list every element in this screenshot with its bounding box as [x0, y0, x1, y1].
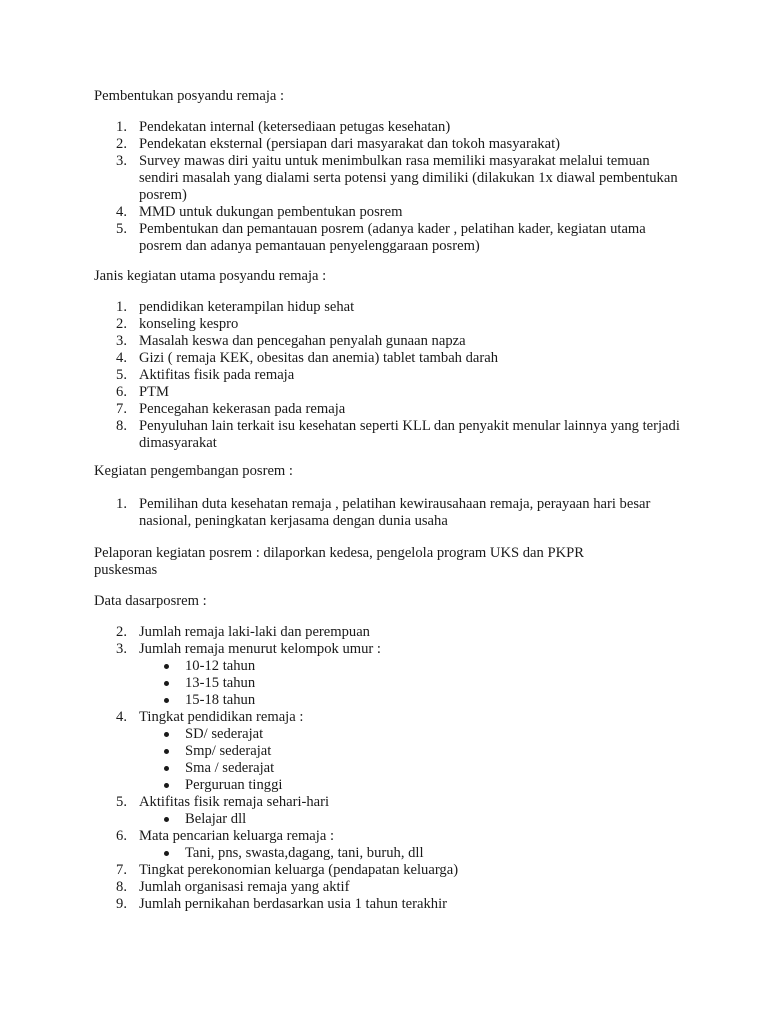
list-number: 5. — [116, 794, 127, 810]
sub-list-item: 13-15 tahun — [139, 675, 684, 692]
list-number: 7. — [116, 401, 127, 417]
list-item — [94, 204, 684, 221]
list-number: 9. — [116, 896, 127, 912]
list-pembentukan — [94, 119, 684, 255]
list-number: 4. — [116, 709, 127, 725]
list-text: Aktifitas fisik remaja sehari-hari — [139, 794, 330, 810]
list-number: 4. — [116, 350, 127, 366]
list-text: pendidikan keterampilan hidup sehat — [139, 299, 355, 315]
list-item — [94, 401, 684, 418]
section-heading-pembentukan: Pembentukan posyandu remaja : — [94, 88, 285, 104]
sub-list-item: 15-18 tahun — [139, 692, 684, 709]
list-item — [94, 828, 684, 862]
paragraph-pelaporan: Pelaporan kegiatan posrem : dilaporkan kedesa, pengelola program UKS dan PKPR puskesmas — [94, 545, 584, 578]
list-item — [94, 641, 684, 709]
sub-list-mata-pencarian — [139, 845, 684, 862]
list-text: Tingkat pendidikan remaja : — [139, 709, 304, 725]
list-item — [94, 221, 684, 255]
section-heading-data-dasar: Data dasarposrem : — [94, 593, 207, 609]
list-text: Pemilihan duta kesehatan remaja , pelatihan kewirausahaan remaja, perayaan hari besar nasional, peningkatan kerjasama dengan dunia usaha — [139, 496, 651, 529]
list-item — [94, 709, 684, 794]
list-item — [94, 862, 684, 879]
list-item — [94, 350, 684, 367]
sub-list-aktifitas — [139, 811, 684, 828]
list-text: Jumlah remaja menurut kelompok umur : — [139, 641, 381, 657]
list-item — [94, 496, 684, 530]
list-text: Penyuluhan lain terkait isu kesehatan seperti KLL dan penyakit menular lainnya yang terjadi dimasyarakat — [139, 418, 680, 451]
list-text: Pencegahan kekerasan pada remaja — [139, 401, 346, 417]
sub-list-item: 10-12 tahun — [139, 658, 684, 675]
list-text: Pendekatan internal (ketersediaan petugas kesehatan) — [139, 119, 451, 135]
list-item — [94, 299, 684, 316]
list-item — [94, 418, 684, 452]
list-number: 2. — [116, 624, 127, 640]
list-text: Jumlah remaja laki-laki dan perempuan — [139, 624, 370, 640]
list-data-dasar — [94, 624, 684, 913]
list-text: Tingkat perekonomian keluarga (pendapatan keluarga) — [139, 862, 459, 878]
list-number: 5. — [116, 367, 127, 383]
list-text: Aktifitas fisik pada remaja — [139, 367, 295, 383]
list-number: 4. — [116, 204, 127, 220]
list-text: PTM — [139, 384, 170, 400]
list-number: 6. — [116, 828, 127, 844]
sub-list-item: Belajar dll — [139, 811, 684, 828]
list-item — [94, 879, 684, 896]
list-number: 7. — [116, 862, 127, 878]
list-number: 2. — [116, 136, 127, 152]
list-number: 2. — [116, 316, 127, 332]
list-item — [94, 367, 684, 384]
sub-list-pendidikan — [139, 726, 684, 794]
sub-list-item: Smp/ sederajat — [139, 743, 684, 760]
list-number: 5. — [116, 221, 127, 237]
list-item — [94, 153, 684, 204]
list-text: Survey mawas diri yaitu untuk menimbulkan rasa memiliki masyarakat melalui temuan sendiri masalah yang dialami serta potensi yang dimiliki (dilakukan 1x diawal pembentukan posrem) — [139, 153, 678, 203]
list-jenis-kegiatan — [94, 299, 684, 452]
list-item — [94, 119, 684, 136]
list-number: 6. — [116, 384, 127, 400]
sub-list-item: Sma / sederajat — [139, 760, 684, 777]
list-number: 1. — [116, 119, 127, 135]
list-item — [94, 794, 684, 828]
sub-list-item: Tani, pns, swasta,dagang, tani, buruh, dll — [139, 845, 684, 862]
list-number: 3. — [116, 153, 127, 169]
list-text: Mata pencarian keluarga remaja : — [139, 828, 335, 844]
sub-list-item: SD/ sederajat — [139, 726, 684, 743]
sub-list-umur — [139, 658, 684, 709]
list-number: 3. — [116, 641, 127, 657]
list-pengembangan — [94, 496, 684, 530]
list-text: Masalah keswa dan pencegahan penyalah gunaan napza — [139, 333, 466, 349]
list-number: 1. — [116, 496, 127, 512]
list-number: 3. — [116, 333, 127, 349]
list-text: Pembentukan dan pemantauan posrem (adanya kader , pelatihan kader, kegiatan utama posrem dan adanya pemantauan penyelenggaraan posrem) — [139, 221, 646, 254]
section-heading-jenis-kegiatan: Janis kegiatan utama posyandu remaja : — [94, 268, 327, 284]
list-text: MMD untuk dukungan pembentukan posrem — [139, 204, 403, 220]
list-item — [94, 896, 684, 913]
list-item — [94, 384, 684, 401]
section-heading-pengembangan: Kegiatan pengembangan posrem : — [94, 463, 293, 479]
list-item — [94, 624, 684, 641]
list-text: Pendekatan eksternal (persiapan dari masyarakat dan tokoh masyarakat) — [139, 136, 561, 152]
list-number: 8. — [116, 879, 127, 895]
list-number: 8. — [116, 418, 127, 434]
list-text: Gizi ( remaja KEK, obesitas dan anemia) tablet tambah darah — [139, 350, 499, 366]
list-text: Jumlah organisasi remaja yang aktif — [139, 879, 350, 895]
list-text: Jumlah pernikahan berdasarkan usia 1 tahun terakhir — [139, 896, 447, 912]
list-item — [94, 316, 684, 333]
list-number: 1. — [116, 299, 127, 315]
list-item — [94, 333, 684, 350]
sub-list-item: Perguruan tinggi — [139, 777, 684, 794]
list-item — [94, 136, 684, 153]
list-text: konseling kespro — [139, 316, 239, 332]
